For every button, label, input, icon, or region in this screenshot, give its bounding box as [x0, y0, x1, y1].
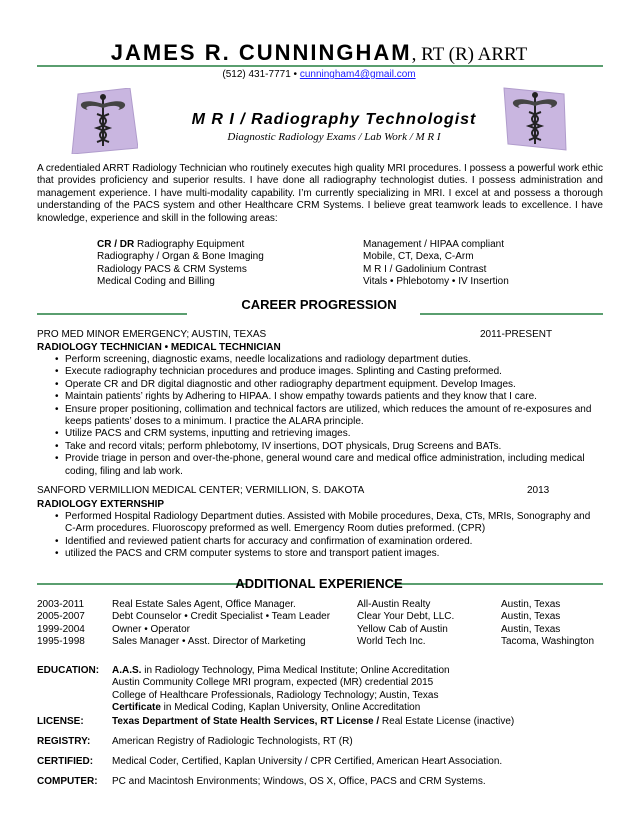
bullet-item: • Ensure proper positioning, collimation and technical factors are utilized, which reduces the amount of re-exposures and keeps patients’ doses to a minimum. I practice the ALARA principle.: [37, 404, 603, 429]
phone: (512) 431-7771: [222, 69, 291, 80]
skill-item: Vitals • Phlebotomy • IV Insertion: [363, 276, 509, 288]
bullet-item: • Perform screening, diagnostic exams, needle localizations and radiology department duties.: [37, 354, 603, 366]
skill-item: CR / DR Radiography Equipment: [97, 239, 245, 250]
contact-separator: •: [293, 69, 298, 80]
email-link[interactable]: cunningham4@gmail.com: [299, 69, 416, 80]
summary-paragraph: A credentialed ARRT Radiology Technician who routinely executes high quality MRI procedures. I possess a powerful work ethic that provides proficiency and superior results. I have done all radiography technologist duties. I possess administration and management experience. I have multi-modality capability. I’m currently specializing in MRI. I excel at and possess a thorough understanding of the PACS system and other Healthcare CRM Systems. I believe great teamwork leads to excellence. I have knowledge, experience and skill in the following areas:: [37, 163, 603, 224]
bullet-item: • Operate CR and DR digital diagnostic and other radiography department equipment. Develop Images.: [37, 379, 603, 391]
license-label: LICENSE:: [37, 716, 84, 727]
skill-item: Medical Coding and Billing: [97, 276, 215, 288]
skill-item: Radiography / Organ & Bone Imaging: [97, 251, 264, 263]
job2-bullets: [37, 511, 603, 561]
computer-label: COMPUTER:: [37, 776, 98, 787]
bullet-item: • utilized the PACS and CRM computer systems to store and transport patient images.: [37, 548, 603, 560]
additional-row: 2003-2011 Real Estate Sales Agent, Office Manager. All-Austin Realty Austin, Texas: [37, 599, 561, 610]
candidate-name-line: [0, 40, 638, 68]
job-title-subheading: Diagnostic Radiology Exams / Lab Work / M R I: [227, 131, 441, 143]
skill-item: M R I / Gadolinium Contrast: [363, 263, 487, 275]
additional-row: 1995-1998 Sales Manager • Asst. Director of Marketing World Tech Inc. Tacoma, Washington: [37, 636, 595, 648]
education-details: A.A.S. in Radiology Technology, Pima Medical Institute; Online Accreditation Austin Community College MRI program, expected (MR) credential 2015 College of Healthcare Professionals, Radiology Technology; Austin, Texas Certificate in Medical Coding, Kaplan University, Online Accreditation: [112, 665, 450, 714]
bullet-item: • Execute radiography technician procedures and produce images. Splinting and Casting preformed.: [37, 366, 603, 378]
license-value: Texas Department of State Health Services, RT License / Real Estate License (inactive): [112, 716, 515, 727]
bullet-item: • Performed Hospital Radiology Department duties. Assisted with Mobile procedures, Dexa, CTs, MRIs, Sonography and C-Arm procedures. Fluoroscopy preformed as well. Emergency Room duties preformed. (CPR): [37, 511, 603, 536]
bullet-item: • Take and record vitals; perform phlebotomy, IV insertions, DOT physicals, Drug Screens and BATs.: [37, 441, 603, 453]
contact-line: [0, 68, 638, 81]
job1-title: RADIOLOGY TECHNICIAN • MEDICAL TECHNICIAN: [37, 342, 281, 353]
job1-dates: 2011-PRESENT: [480, 329, 553, 340]
skill-item: Radiology PACS & CRM Systems: [97, 263, 247, 275]
registry-label: REGISTRY:: [37, 736, 91, 747]
education-label: EDUCATION:: [37, 665, 100, 676]
additional-row: 1999-2004 Owner • Operator Yellow Cab of Austin Austin, Texas: [37, 623, 561, 635]
skill-item: Mobile, CT, Dexa, C-Arm: [363, 251, 474, 263]
skills-right-column: [363, 239, 509, 289]
job2-dates: 2013: [527, 485, 550, 496]
certified-label: CERTIFIED:: [37, 756, 94, 767]
bullet-item: • Maintain patients’ rights by Adhering to HIPAA. I show empathy towards patients and they know that I care.: [37, 391, 603, 403]
skill-item: Management / HIPAA compliant: [363, 239, 504, 250]
bullet-item: • Identified and reviewed patient charts for accuracy and confirmation of examination ordered.: [37, 536, 603, 548]
job2-title: RADIOLOGY EXTERNSHIP: [37, 499, 165, 510]
credentials: , RT (R) ARRT: [411, 44, 528, 65]
job1-employer: PRO MED MINOR EMERGENCY; AUSTIN, TEXAS: [37, 329, 267, 340]
job-title-heading: M R I / Radiography Technologist: [191, 111, 477, 128]
job1-bullets: [37, 354, 603, 478]
computer-value: PC and Macintosh Environments; Windows, OS X, Office, PACS and CRM Systems.: [112, 776, 486, 787]
additional-heading: ADDITIONAL EXPERIENCE: [235, 576, 403, 591]
certified-value: Medical Coder, Certified, Kaplan University / CPR Certified, American Heart Association.: [112, 756, 503, 767]
bullet-item: • Provide triage in person and over-the-phone, general wound care and medical office administration, including medical coding, filing and lab work.: [37, 453, 603, 478]
skills-left-column: [97, 239, 264, 289]
registry-value: American Registry of Radiologic Technologists, RT (R): [112, 736, 353, 747]
header-rule: [37, 65, 603, 67]
candidate-name: JAMES R. CUNNINGHAM: [110, 40, 412, 65]
career-heading: CAREER PROGRESSION: [241, 297, 397, 312]
career-rule-right: [420, 313, 603, 315]
additional-table: [37, 599, 603, 649]
additional-row: 2005-2007 Debt Counselor • Credit Specialist • Team Leader Clear Your Debt, LLC. Austin, Texas: [37, 611, 561, 623]
job2-employer: SANFORD VERMILLION MEDICAL CENTER; VERMILLION, S. DAKOTA: [37, 485, 365, 496]
bullet-item: • Utilize PACS and CRM systems, inputting and retrieving images.: [37, 428, 603, 440]
career-rule-left: [37, 313, 187, 315]
